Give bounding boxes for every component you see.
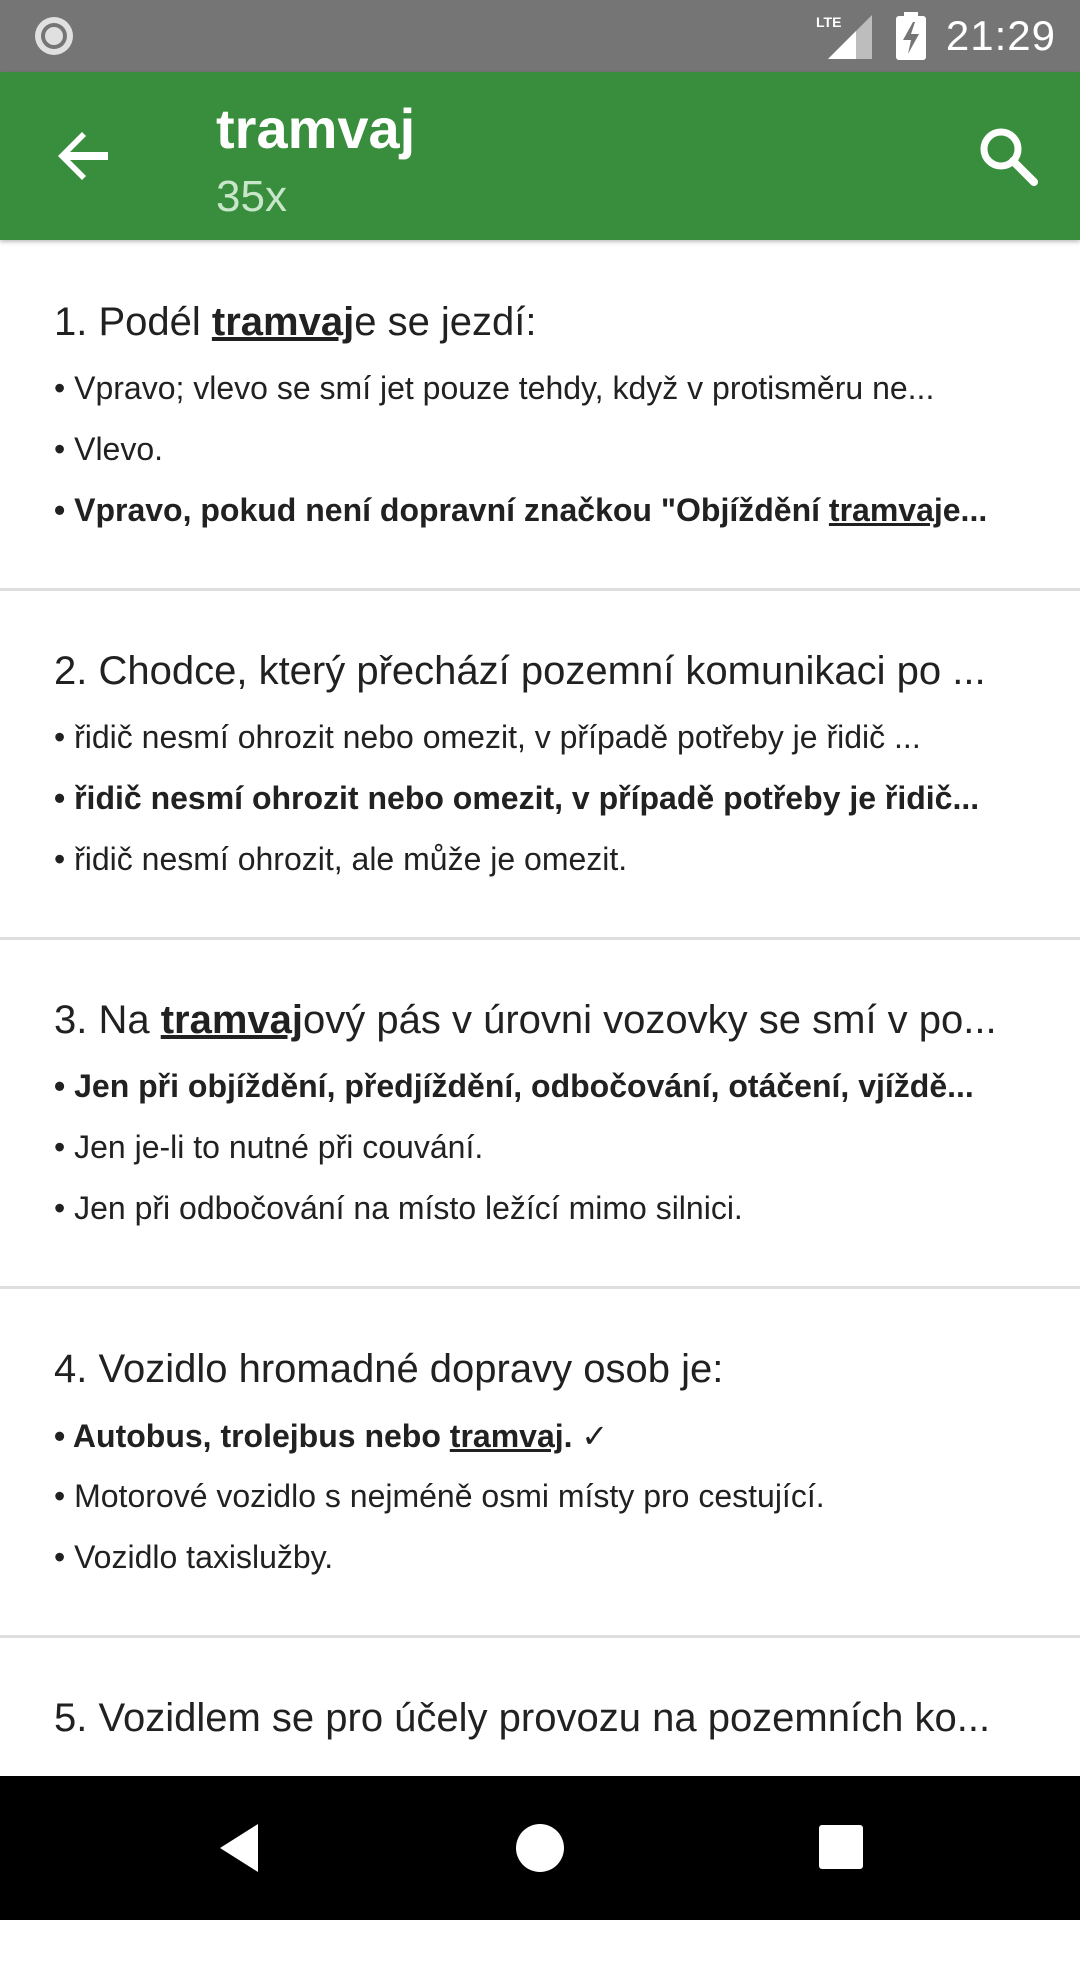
answer-option: • Vpravo; vlevo se smí jet pouze tehdy, když v protisměru ne... [54, 370, 935, 406]
navigation-bar [0, 1776, 1080, 1920]
answer-option: • Motorové vozidlo s nejméně osmi místy pro cestující. [54, 1478, 825, 1514]
answer-option: • Vozidlo taxislužby. [54, 1539, 334, 1575]
search-highlight: tramvaj [449, 1418, 564, 1454]
question-title: 4. Vozidlo hromadné dopravy osob je: [54, 1347, 724, 1391]
question-title: 3. Na tramvajový pás v úrovni vozovky se smí v po... [54, 998, 997, 1042]
page-title: tramvaj [216, 97, 416, 160]
answer-option: • Jen je-li to nutné při couvání. [54, 1129, 484, 1165]
network-label: LTE [815, 14, 842, 30]
nav-home-icon[interactable] [514, 1822, 566, 1874]
lte-signal-icon [816, 13, 872, 59]
search-icon[interactable] [972, 120, 1044, 192]
answer-option: • řidič nesmí ohrozit, ale může je omezit. [54, 841, 628, 877]
question-item[interactable] [0, 940, 1080, 1289]
result-count: 35x [216, 172, 287, 221]
status-time: 21:29 [945, 12, 1056, 59]
answer-option: • Jen při odbočování na místo ležící mimo silnici. [54, 1190, 743, 1226]
correct-answer: • Vpravo, pokud není dopravní značkou "Objíždění tramvaje... [54, 492, 988, 528]
app-bar [0, 72, 1080, 240]
question-item[interactable] [0, 1289, 1080, 1638]
status-bar [0, 0, 1080, 72]
record-icon [32, 14, 76, 58]
question-title: 1. Podél tramvaje se jezdí: [54, 300, 537, 344]
search-highlight: tramvaj [211, 300, 355, 344]
answer-option: • řidič nesmí ohrozit nebo omezit, v případě potřeby je řidič ... [54, 719, 921, 755]
correct-answer: • Jen při objíždění, předjíždění, odbočování, otáčení, vjíždě... [54, 1068, 974, 1104]
question-item[interactable] [0, 591, 1080, 940]
status-icons [816, 0, 1056, 72]
question-item[interactable] [0, 242, 1080, 591]
correct-answer: • řidič nesmí ohrozit nebo omezit, v případě potřeby je řidič... [54, 780, 980, 816]
question-title: 2. Chodce, který přechází pozemní komunikaci po ... [54, 649, 986, 693]
search-highlight: tramvaj [828, 492, 943, 528]
battery-charging-icon [894, 12, 928, 60]
question-list [0, 242, 1080, 1987]
arrow-back-icon[interactable] [48, 120, 120, 192]
correct-answer: • Autobus, trolejbus nebo tramvaj. ✓ [54, 1418, 609, 1454]
nav-back-icon[interactable] [214, 1820, 270, 1876]
question-title: 5. Vozidlem se pro účely provozu na pozemních ko... [54, 1696, 991, 1740]
nav-recents-icon[interactable] [818, 1824, 864, 1870]
answer-option: • Vlevo. [54, 431, 164, 467]
search-highlight: tramvaj [160, 998, 304, 1042]
